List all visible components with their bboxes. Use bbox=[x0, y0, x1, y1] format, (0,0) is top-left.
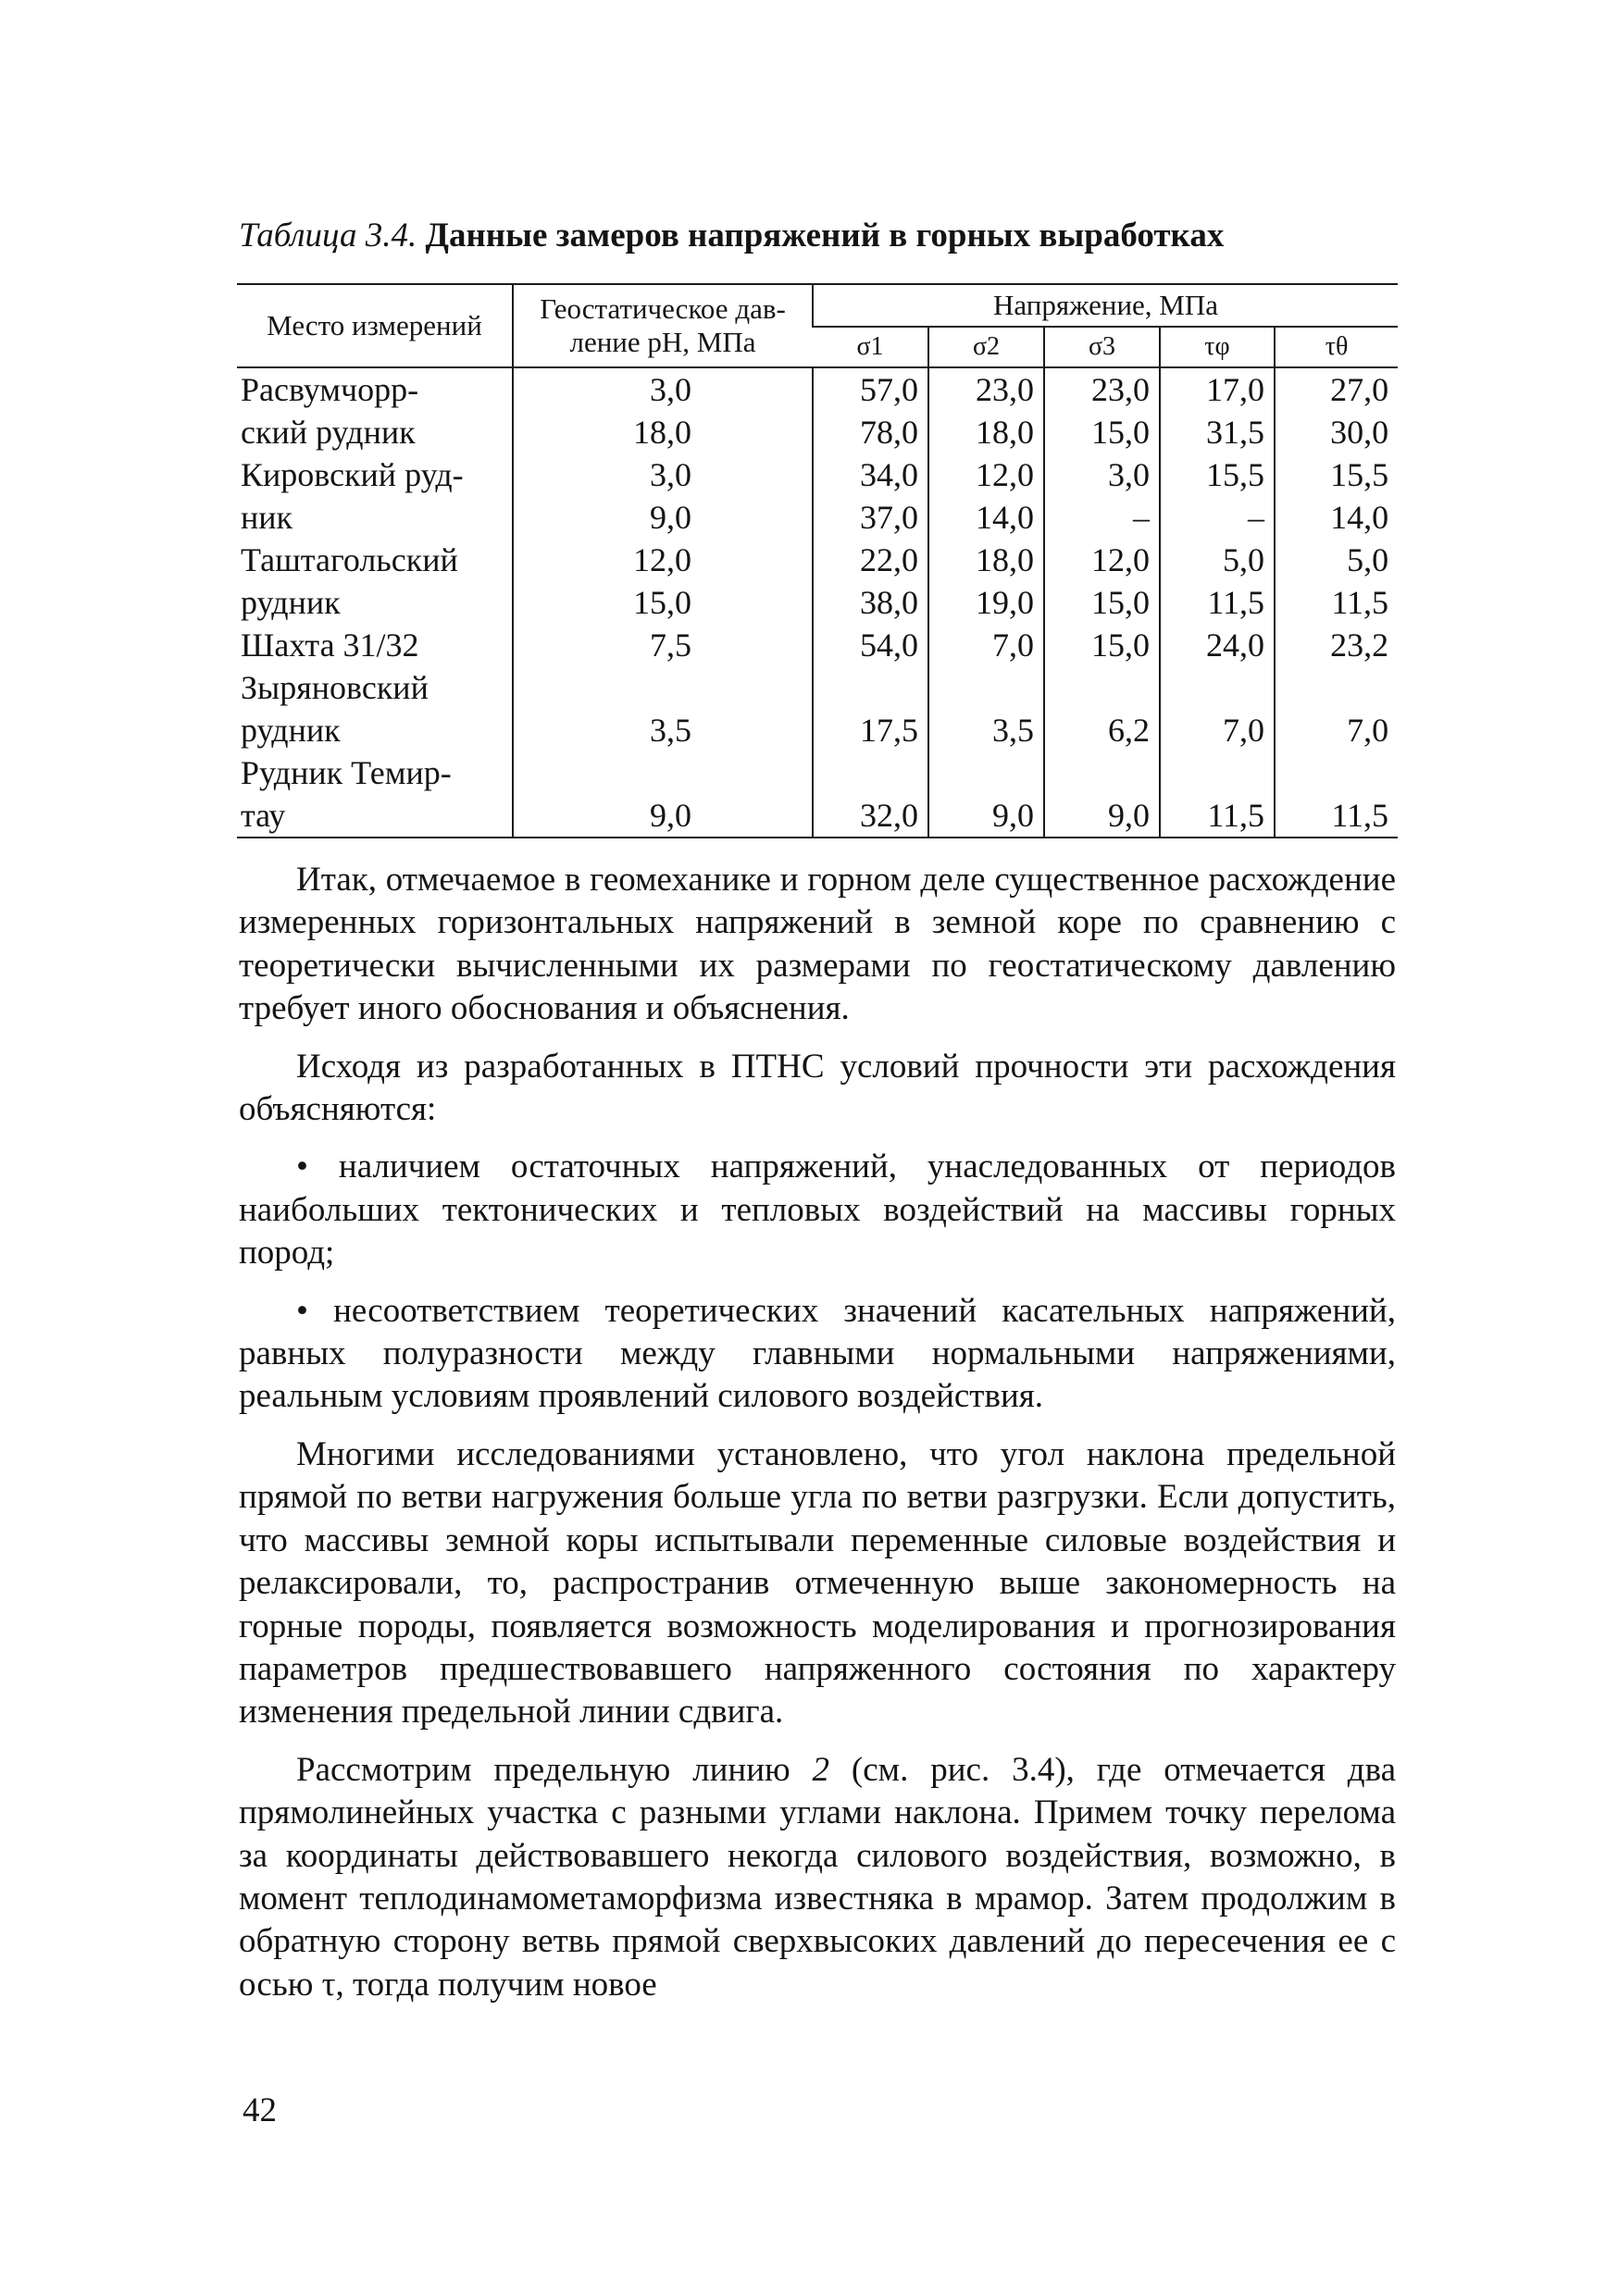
sigma1-cell bbox=[813, 624, 928, 666]
place-line: Таштагольский bbox=[241, 541, 458, 578]
tau-theta-cell bbox=[1275, 453, 1398, 539]
pressure-cell bbox=[513, 453, 813, 539]
tau-theta-cell bbox=[1275, 539, 1398, 624]
cell-value: 9,0 bbox=[1108, 797, 1150, 834]
place-cell bbox=[237, 751, 513, 838]
column-header-tau-phi: τφ bbox=[1160, 327, 1275, 367]
cell-value: 38,0 bbox=[860, 584, 918, 621]
sigma3-cell bbox=[1044, 367, 1160, 453]
tau-phi-cell bbox=[1160, 367, 1275, 453]
sigma2-cell bbox=[928, 453, 1044, 539]
cell-value bbox=[519, 751, 691, 794]
cell-value bbox=[1051, 751, 1150, 794]
sigma2-cell bbox=[928, 624, 1044, 666]
cell-value: 3,5 bbox=[992, 712, 1034, 749]
cell-value: 3,0 bbox=[650, 371, 691, 408]
cell-value: 19,0 bbox=[976, 584, 1034, 621]
table-row bbox=[237, 367, 1398, 453]
cell-value: 23,0 bbox=[976, 371, 1034, 408]
cell-value: 78,0 bbox=[860, 414, 918, 451]
cell-value bbox=[935, 666, 1034, 709]
cell-value: 11,5 bbox=[1331, 584, 1389, 621]
stress-measurements-table bbox=[237, 283, 1398, 838]
place-cell bbox=[237, 539, 513, 624]
cell-value bbox=[1281, 666, 1388, 709]
cell-value: 5,0 bbox=[1347, 541, 1389, 578]
cell-value: 30,0 bbox=[1330, 414, 1389, 451]
tau-phi-cell bbox=[1160, 453, 1275, 539]
cell-value: 7,5 bbox=[650, 627, 691, 664]
sigma1-cell bbox=[813, 539, 928, 624]
page-number: 42 bbox=[243, 2091, 277, 2129]
cell-value bbox=[819, 751, 918, 794]
cell-value: 15,0 bbox=[633, 584, 691, 621]
cell-value: 14,0 bbox=[976, 499, 1034, 536]
cell-value: 34,0 bbox=[860, 456, 918, 493]
sigma1-cell bbox=[813, 367, 928, 453]
sigma3-cell bbox=[1044, 453, 1160, 539]
cell-value: 7,0 bbox=[1347, 712, 1389, 749]
place-line: ник bbox=[241, 499, 293, 536]
cell-value: 15,0 bbox=[1091, 584, 1150, 621]
cell-value: 18,0 bbox=[976, 414, 1034, 451]
sigma3-cell bbox=[1044, 624, 1160, 666]
sigma2-cell bbox=[928, 367, 1044, 453]
cell-value: 31,5 bbox=[1206, 414, 1264, 451]
place-line: ский рудник bbox=[241, 414, 416, 451]
table-row bbox=[237, 453, 1398, 539]
cell-value: 6,2 bbox=[1108, 712, 1150, 749]
place-line: рудник bbox=[241, 712, 341, 749]
column-header-stress-group: Напряжение, МПа bbox=[813, 284, 1398, 327]
sigma2-cell bbox=[928, 751, 1044, 838]
sigma3-cell bbox=[1044, 539, 1160, 624]
cell-value: 15,0 bbox=[1091, 414, 1150, 451]
place-line: тау bbox=[241, 797, 286, 834]
tau-theta-cell bbox=[1275, 666, 1398, 751]
sigma3-cell bbox=[1044, 666, 1160, 751]
place-cell bbox=[237, 367, 513, 453]
cell-value: 17,0 bbox=[1206, 371, 1264, 408]
table-caption-title: Данные замеров напряжений в горных выработках bbox=[425, 217, 1225, 254]
sigma1-cell bbox=[813, 751, 928, 838]
cell-value: 3,0 bbox=[1108, 456, 1150, 493]
cell-value bbox=[819, 666, 918, 709]
paragraph: Исходя из разработанных в ПТНС условий прочности эти расхождения объясняются: bbox=[239, 1047, 1396, 1129]
cell-value: 32,0 bbox=[860, 797, 918, 834]
cell-value: 22,0 bbox=[860, 541, 918, 578]
cell-value: 14,0 bbox=[1330, 499, 1389, 536]
cell-value: 11,5 bbox=[1207, 584, 1264, 621]
column-header-tau-theta: τθ bbox=[1275, 327, 1398, 367]
table-row bbox=[237, 751, 1398, 838]
sigma2-cell bbox=[928, 666, 1044, 751]
sigma2-cell bbox=[928, 539, 1044, 624]
cell-value: 11,5 bbox=[1207, 797, 1264, 834]
pressure-cell bbox=[513, 751, 813, 838]
tau-theta-cell bbox=[1275, 751, 1398, 838]
cell-value: 57,0 bbox=[860, 371, 918, 408]
column-header-sigma1: σ1 bbox=[813, 327, 928, 367]
cell-value: 23,0 bbox=[1091, 371, 1150, 408]
cell-value bbox=[1166, 666, 1264, 709]
body-text bbox=[239, 859, 1396, 2021]
column-header-sigma3: σ3 bbox=[1044, 327, 1160, 367]
cell-value: 37,0 bbox=[860, 499, 918, 536]
place-line: Шахта 31/32 bbox=[241, 627, 419, 664]
bullet-item: • наличием остаточных напряжений, унаследованных от периодов наибольших тектонических и тепловых воздействий на массивы горных пород; bbox=[239, 1148, 1396, 1272]
sigma1-cell bbox=[813, 666, 928, 751]
place-line: Рудник Темир- bbox=[241, 754, 452, 791]
place-cell bbox=[237, 624, 513, 666]
cell-value: 27,0 bbox=[1330, 371, 1389, 408]
cell-value: 15,5 bbox=[1330, 456, 1389, 493]
cell-value: – bbox=[1133, 499, 1150, 536]
cell-value: 12,0 bbox=[1091, 541, 1150, 578]
tau-phi-cell bbox=[1160, 751, 1275, 838]
cell-value: 15,5 bbox=[1206, 456, 1264, 493]
pressure-cell bbox=[513, 367, 813, 453]
tau-theta-cell bbox=[1275, 367, 1398, 453]
cell-value: 3,5 bbox=[650, 712, 691, 749]
cell-value: 5,0 bbox=[1223, 541, 1264, 578]
table-row bbox=[237, 624, 1398, 666]
place-line: Кировский руд- bbox=[241, 456, 464, 493]
cell-value: 7,0 bbox=[1223, 712, 1264, 749]
cell-value bbox=[1281, 751, 1388, 794]
table-row bbox=[237, 666, 1398, 751]
cell-value: 18,0 bbox=[976, 541, 1034, 578]
pressure-cell bbox=[513, 624, 813, 666]
bullet-item: • несоответствием теоретических значений касательных напряжений, равных полуразности между главными нормальными напряжениями, реальным условиям проявлений силового воздействия. bbox=[239, 1291, 1396, 1416]
cell-value: 3,0 bbox=[650, 456, 691, 493]
sigma1-cell bbox=[813, 453, 928, 539]
place-cell bbox=[237, 666, 513, 751]
cell-value: 24,0 bbox=[1206, 627, 1264, 664]
cell-value: 7,0 bbox=[992, 627, 1034, 664]
table-caption bbox=[239, 215, 1396, 257]
cell-value: 54,0 bbox=[860, 627, 918, 664]
cell-value bbox=[935, 751, 1034, 794]
cell-value: – bbox=[1248, 499, 1264, 536]
paragraph: Многими исследованиями установлено, что угол наклона предельной прямой по ветви нагружения больше угла по ветви разгрузки. Если допустить, что массивы земной коры испытывали переменные силовые воздействия и релаксировали, то, распространив отмеченную выше закономерность на горные породы, появляется возможность моделирования и прогнозирования параметров предшествовавшего напряженного состояния по характеру изменения предельной линии сдвига. bbox=[239, 1434, 1396, 1731]
paragraph-text: Рассмотрим предельную линию bbox=[296, 1750, 813, 1789]
place-line: Расвумчорр- bbox=[241, 371, 419, 408]
paragraph bbox=[239, 1749, 1396, 2006]
tau-theta-cell bbox=[1275, 624, 1398, 666]
cell-value: 23,2 bbox=[1330, 627, 1389, 664]
cell-value: 9,0 bbox=[650, 797, 691, 834]
tau-phi-cell bbox=[1160, 539, 1275, 624]
place-line: рудник bbox=[241, 584, 341, 621]
cell-value: 15,0 bbox=[1091, 627, 1150, 664]
column-header-sigma2: σ2 bbox=[928, 327, 1044, 367]
cell-value bbox=[1051, 666, 1150, 709]
cell-value: 18,0 bbox=[633, 414, 691, 451]
cell-value: 12,0 bbox=[976, 456, 1034, 493]
line-number-reference: 2 bbox=[812, 1750, 830, 1789]
sigma3-cell bbox=[1044, 751, 1160, 838]
cell-value: 9,0 bbox=[650, 499, 691, 536]
tau-phi-cell bbox=[1160, 624, 1275, 666]
cell-value: 9,0 bbox=[992, 797, 1034, 834]
paragraph: Итак, отмечаемое в геомеханике и горном деле существенное расхождение измеренных горизонтальных напряжений в земной коре по сравнению с теоретически вычисленными их размерами по геостатическому давлению требует иного обоснования и объяснения. bbox=[239, 861, 1396, 1028]
cell-value: 11,5 bbox=[1331, 797, 1389, 834]
cell-value bbox=[1166, 751, 1264, 794]
column-header-pressure: Геостатическое дав-ление pH, МПа bbox=[513, 284, 813, 367]
cell-value: 12,0 bbox=[633, 541, 691, 578]
table-caption-number: Таблица 3.4. bbox=[239, 217, 417, 254]
column-header-place: Место измерений bbox=[237, 284, 513, 367]
tau-phi-cell bbox=[1160, 666, 1275, 751]
place-line: Зыряновский bbox=[241, 669, 429, 706]
cell-value: 17,5 bbox=[860, 712, 918, 749]
pressure-cell bbox=[513, 539, 813, 624]
table-row bbox=[237, 539, 1398, 624]
pressure-cell bbox=[513, 666, 813, 751]
cell-value bbox=[519, 666, 691, 709]
place-cell bbox=[237, 453, 513, 539]
paragraph-text: (см. рис. 3.4), где отмечается два прямолинейных участка с разными углами наклона. Примем точку перелома за координаты действовавшего некогда силового воздействия, возможно, в момент теплодинамометаморфизма известняка в мрамор. Затем продолжим в обратную сторону ветвь прямой сверхвысоких давлений до пересечения ее с осью τ, тогда получим новое bbox=[239, 1750, 1396, 2004]
